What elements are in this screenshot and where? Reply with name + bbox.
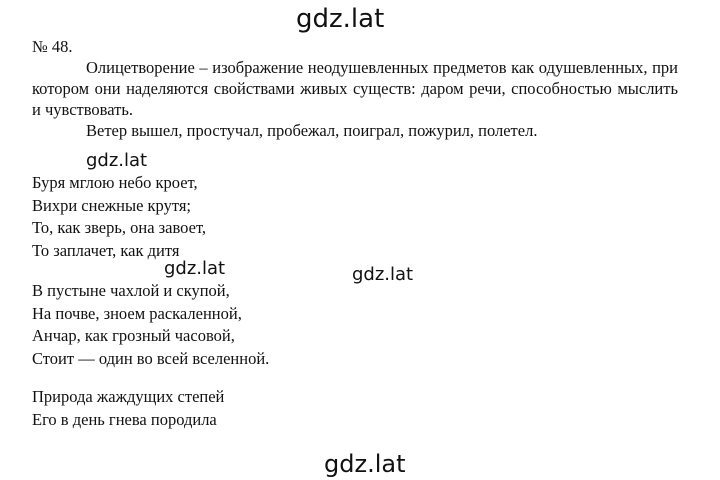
poem-line: То, как зверь, она завоет,	[32, 218, 207, 237]
watermark-middle-center: gdz.lat	[164, 258, 226, 279]
definition-paragraph: Олицетворение – изображение неодушевленных предметов как одушевленных, при котором они наделяются свойствами живых существ: даром речи, способностью мыслить и чувствовать.	[32, 58, 678, 119]
stanza-1	[32, 172, 206, 262]
watermark-top: gdz.lat	[296, 4, 385, 34]
poem-line: Природа жаждущих степей	[32, 387, 225, 406]
stanza-2	[32, 280, 269, 370]
poem-line: Анчар, как грозный часовой,	[32, 326, 235, 345]
exercise-text	[32, 36, 678, 141]
wind-sentence: Ветер вышел, простучал, пробежал, поиграл, пожурил, полетел.	[86, 121, 538, 140]
poem-line: На почве, зноем раскаленной,	[32, 303, 242, 323]
poem-line: Его в день гнева породила	[32, 409, 217, 429]
poem-line: Вихри снежные крутя;	[32, 195, 191, 215]
poem-line: То заплачет, как дитя	[32, 240, 180, 260]
watermark-middle-right: gdz.lat	[352, 264, 414, 285]
exercise-number: № 48.	[32, 37, 73, 56]
stanza-3	[32, 386, 224, 431]
poem-line: В пустыне чахлой и скупой,	[32, 281, 230, 300]
watermark-middle-left: gdz.lat	[86, 150, 148, 171]
poem-line: Буря мглою небо кроет,	[32, 173, 198, 192]
poem-line: Стоит — один во всей вселенной.	[32, 348, 270, 368]
watermark-bottom: gdz.lat	[324, 450, 406, 478]
